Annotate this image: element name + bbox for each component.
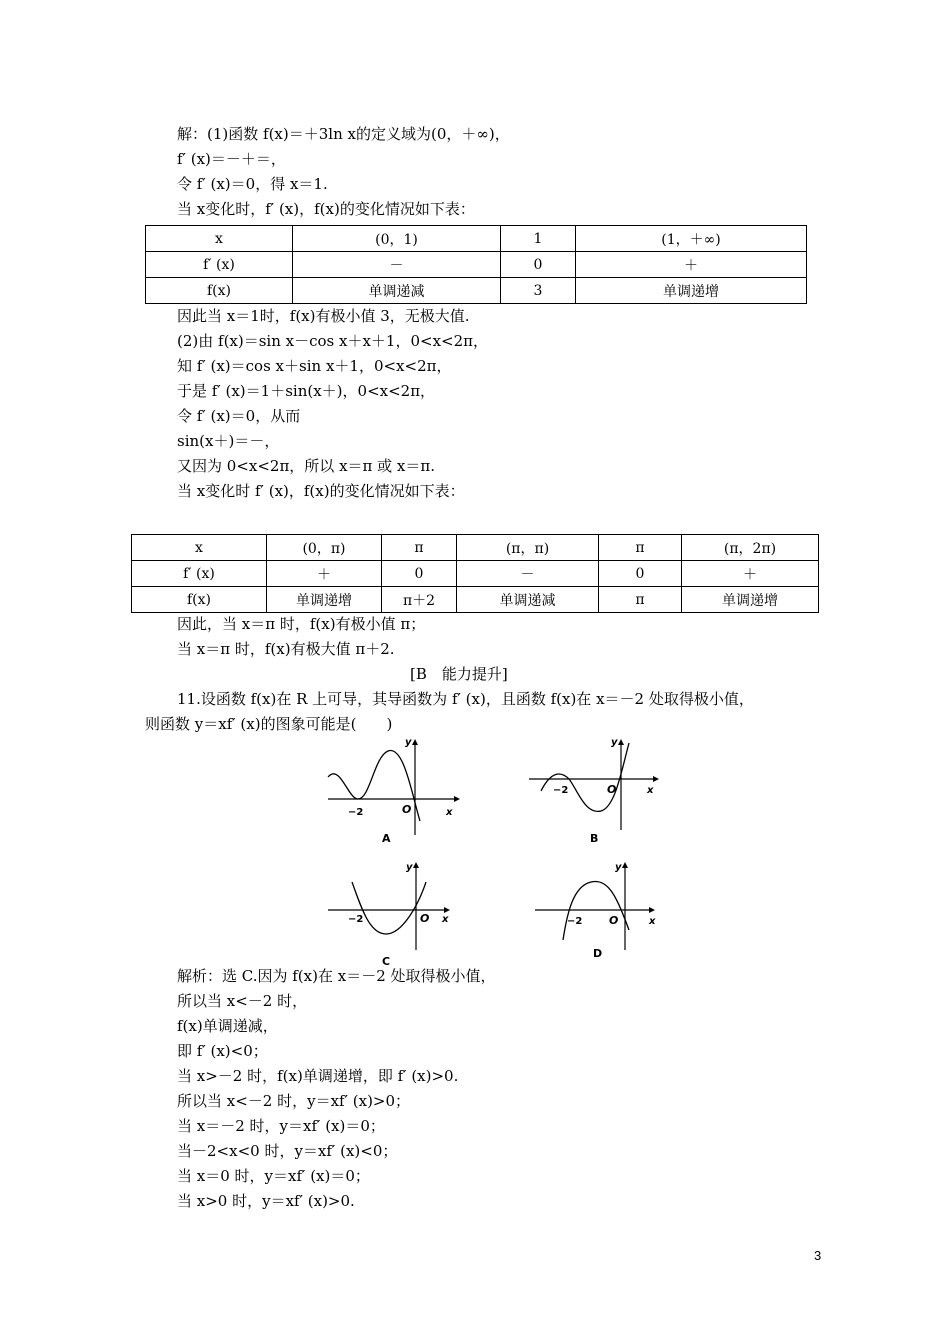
table-cell: 单调递增 — [682, 587, 819, 613]
origin-label: O — [402, 803, 412, 816]
solution-line: 当 x>－2 时，f(x)单调递增，即 f′ (x)>0. — [177, 1067, 459, 1085]
table-cell: (π，2π) — [682, 535, 819, 561]
solution-line: 当 x＝－2 时，y＝xf′ (x)＝0； — [177, 1117, 385, 1135]
tick-label: −2 — [553, 785, 569, 796]
text-line: 因此，当 x＝π 时，f(x)有极小值 π； — [177, 615, 426, 633]
table-cell: π — [599, 587, 682, 613]
axis-label: y — [615, 862, 622, 873]
axis-label: x — [649, 916, 656, 927]
table-cell: ＋ — [267, 561, 382, 587]
table-cell: f(x) — [132, 587, 267, 613]
table-cell: x — [132, 535, 267, 561]
page-number: 3 — [814, 1248, 822, 1263]
table-cell: ＋ — [682, 561, 819, 587]
table-cell: 单调递增 — [576, 278, 807, 304]
option-label: A — [382, 832, 391, 845]
table-cell: ＋ — [576, 252, 807, 278]
tick-label: −2 — [348, 807, 364, 818]
text-line: f′ (x)＝－＋＝， — [177, 150, 286, 168]
solution-line: 所以当 x<－2 时，y＝xf′ (x)>0； — [177, 1092, 411, 1110]
axis-label: x — [446, 807, 453, 818]
axis-label: x — [647, 785, 654, 796]
axis-label: x — [442, 914, 449, 925]
graph-option-c — [322, 858, 462, 972]
text-line: 当 x变化时 f′ (x)，f(x)的变化情况如下表： — [177, 482, 465, 500]
table-cell: π＋2 — [382, 587, 457, 613]
solution-line: 即 f′ (x)<0； — [177, 1042, 268, 1060]
solution-line: 当－2<x<0 时，y＝xf′ (x)<0； — [177, 1142, 398, 1160]
solution-line: 当 x>0 时，y＝xf′ (x)>0. — [177, 1192, 355, 1210]
text-line: 当 x＝π 时，f(x)有极大值 π＋2. — [177, 640, 395, 658]
graph-option-a — [322, 735, 462, 849]
option-label: B — [590, 832, 599, 845]
question-line: 11.设函数 f(x)在 R 上可导，其导函数为 f′ (x)，且函数 f(x)在 x＝－2 处取得极小值， — [177, 690, 754, 708]
table-cell: － — [457, 561, 599, 587]
graph-option-d — [525, 858, 665, 972]
table-cell: x — [146, 226, 293, 252]
text-line: 解：(1)函数 f(x)＝＋3ln x的定义域为(0，＋∞)， — [177, 125, 510, 143]
table-cell: 0 — [501, 252, 576, 278]
origin-label: O — [607, 783, 617, 796]
table-cell: 0 — [382, 561, 457, 587]
table-cell: f′ (x) — [132, 561, 267, 587]
table-cell: (0，π) — [267, 535, 382, 561]
table-cell: f′ (x) — [146, 252, 293, 278]
table-cell: f(x) — [146, 278, 293, 304]
table-cell: 单调递减 — [293, 278, 501, 304]
text-line: sin(x＋)＝－， — [177, 432, 280, 450]
solution-line: f(x)单调递减， — [177, 1017, 278, 1035]
solution-line: 当 x＝0 时，y＝xf′ (x)＝0； — [177, 1167, 370, 1185]
text-line: (2)由 f(x)＝sin x－cos x＋x＋1，0<x<2π， — [177, 332, 489, 350]
text-line: 令 f′ (x)＝0，得 x＝1. — [177, 175, 328, 193]
table-cell: (π，π) — [457, 535, 599, 561]
text-line: 知 f′ (x)＝cos x＋sin x＋1，0<x<2π， — [177, 357, 452, 375]
table-cell: 1 — [501, 226, 576, 252]
table-cell: (1，＋∞) — [576, 226, 807, 252]
text-line: 又因为 0<x<2π，所以 x＝π 或 x＝π. — [177, 457, 436, 475]
tick-label: −2 — [567, 916, 583, 927]
table-cell: 0 — [599, 561, 682, 587]
question-line: 则函数 y＝xf′ (x)的图象可能是( ) — [145, 715, 393, 733]
table-cell: 3 — [501, 278, 576, 304]
variation-table-2 — [131, 534, 819, 613]
graph-option-b — [525, 735, 665, 849]
axis-label: y — [405, 737, 412, 748]
table-cell: 单调递减 — [457, 587, 599, 613]
option-label: D — [593, 947, 603, 960]
solution-line: 所以当 x<－2 时， — [177, 992, 308, 1010]
origin-label: O — [609, 914, 619, 927]
origin-label: O — [420, 912, 430, 925]
variation-table-1 — [145, 225, 807, 304]
text-line: 当 x变化时，f′ (x)，f(x)的变化情况如下表： — [177, 200, 475, 218]
axis-label: y — [406, 862, 413, 873]
table-cell: π — [599, 535, 682, 561]
option-label: C — [382, 955, 391, 968]
table-cell: (0，1) — [293, 226, 501, 252]
text-line: 于是 f′ (x)＝1＋sin(x＋)，0<x<2π， — [177, 382, 436, 400]
table-cell: － — [293, 252, 501, 278]
tick-label: −2 — [348, 914, 364, 925]
table-cell: 单调递增 — [267, 587, 382, 613]
section-title: [B 能力提升] — [410, 665, 508, 683]
text-line: 因此当 x＝1时，f(x)有极小值 3，无极大值. — [177, 307, 470, 325]
solution-line: 解析：选 C.因为 f(x)在 x＝－2 处取得极小值， — [177, 967, 496, 985]
axis-label: y — [611, 737, 618, 748]
table-cell: π — [382, 535, 457, 561]
text-line: 令 f′ (x)＝0，从而 — [177, 407, 301, 425]
